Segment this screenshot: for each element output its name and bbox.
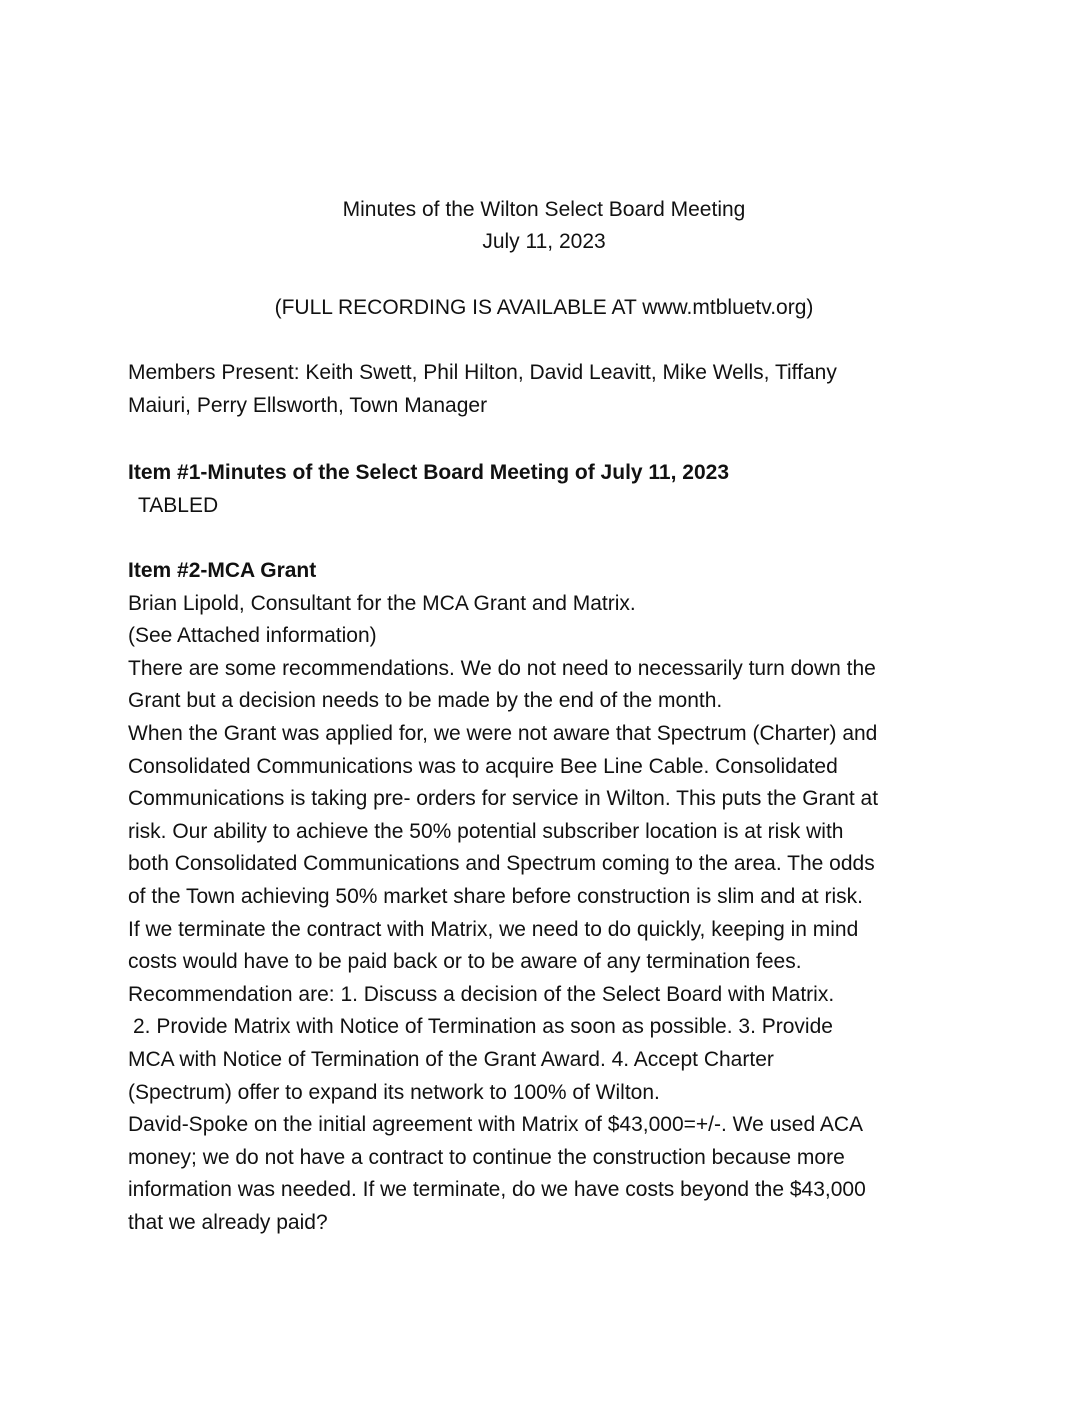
item-2-line: risk. Our ability to achieve the 50% potential subscriber location is at risk with: [128, 819, 844, 843]
meeting-date: July 11, 2023: [482, 230, 606, 253]
item-1-section: [128, 457, 968, 522]
document-title: Minutes of the Wilton Select Board Meeting: [342, 198, 746, 221]
item-2-line: Brian Lipold, Consultant for the MCA Grant and Matrix.: [128, 591, 636, 615]
item-2-line: information was needed. If we terminate, do we have costs beyond the $43,000: [128, 1178, 866, 1202]
item-2-line: (Spectrum) offer to expand its network to 100% of Wilton.: [128, 1080, 660, 1104]
item-2-line: MCA with Notice of Termination of the Grant Award. 4. Accept Charter: [128, 1047, 774, 1071]
item-2-line: Communications is taking pre- orders for service in Wilton. This puts the Grant at: [128, 787, 879, 811]
item-2-line: Recommendation are: 1. Discuss a decision of the Select Board with Matrix.: [128, 982, 835, 1006]
item-2-line: that we already paid?: [128, 1210, 328, 1234]
item-1-heading: Item #1-Minutes of the Select Board Meeting of July 11, 2023: [128, 461, 730, 484]
item-2-line: There are some recommendations. We do not need to necessarily turn down the: [128, 656, 876, 680]
item-2-section: [128, 555, 968, 1239]
item-2-line: both Consolidated Communications and Spectrum coming to the area. The odds: [128, 852, 875, 876]
item-2-line: Consolidated Communications was to acquire Bee Line Cable. Consolidated: [128, 754, 838, 778]
item-2-line: David-Spoke on the initial agreement with Matrix of $43,000=+/-. We used ACA: [128, 1113, 864, 1137]
item-2-line: money; we do not have a contract to continue the construction because more: [128, 1145, 845, 1169]
item-2-line: If we terminate the contract with Matrix, we need to do quickly, keeping in mind: [128, 917, 859, 941]
item-2-line: (See Attached information): [128, 624, 377, 648]
members-line: Maiuri, Perry Ellsworth, Town Manager: [128, 393, 488, 417]
members-present: [128, 357, 968, 422]
item-2-line: 2. Provide Matrix with Notice of Termination as soon as possible. 3. Provide: [133, 1015, 833, 1039]
item-2-heading: Item #2-MCA Grant: [128, 559, 317, 582]
item-2-line: costs would have to be paid back or to be aware of any termination fees.: [128, 950, 802, 974]
recording-note: (FULL RECORDING IS AVAILABLE AT www.mtbluetv.org): [274, 296, 814, 319]
item-1-status: TABLED: [138, 493, 219, 517]
item-2-line: Grant but a decision needs to be made by the end of the month.: [128, 689, 723, 713]
item-2-line: When the Grant was applied for, we were not aware that Spectrum (Charter) and: [128, 721, 878, 745]
members-line: Members Present: Keith Swett, Phil Hilton, David Leavitt, Mike Wells, Tiffany: [128, 361, 837, 384]
item-2-line: of the Town achieving 50% market share before construction is slim and at risk.: [128, 884, 863, 908]
